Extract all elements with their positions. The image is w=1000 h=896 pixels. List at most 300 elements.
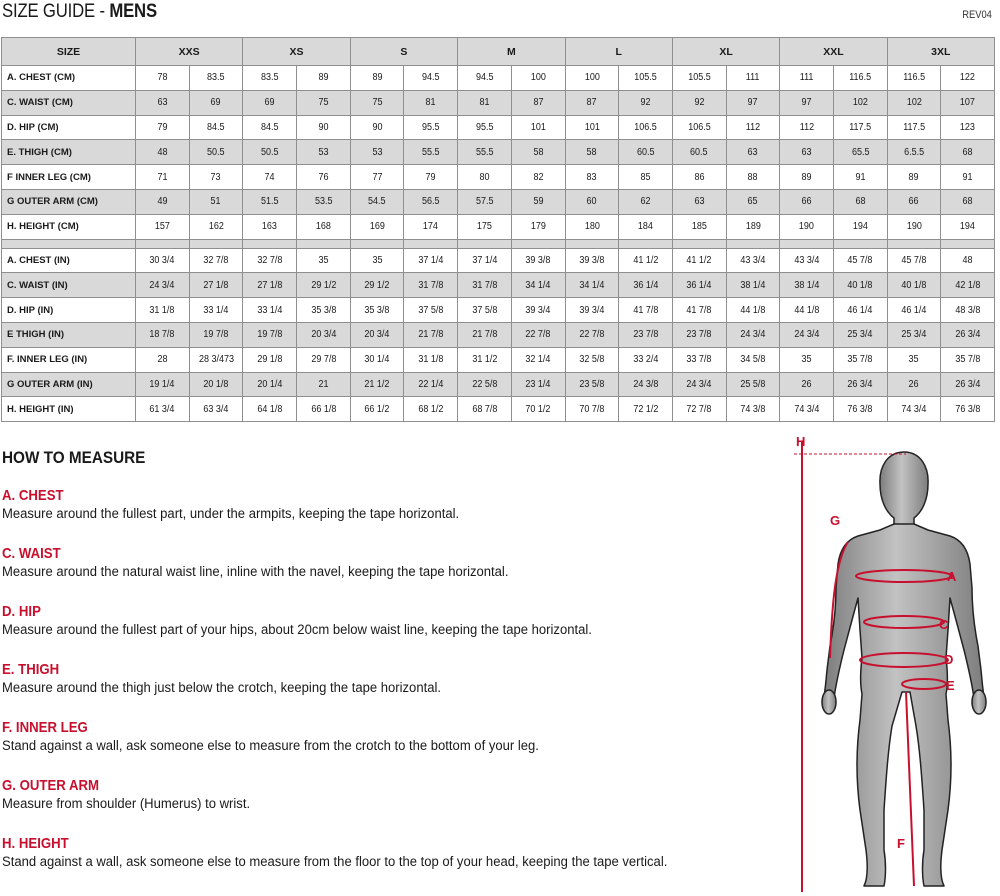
measurement-value-text: 83 [586, 171, 597, 183]
measurement-value [243, 397, 297, 422]
measurement-value-text: 90 [372, 121, 383, 133]
label-h: H [796, 434, 806, 449]
measurement-value-text: 100 [584, 72, 600, 84]
measurement-value [243, 140, 297, 165]
measurement-value [136, 298, 190, 323]
measurement-value [780, 372, 834, 397]
measurement-value [672, 189, 726, 214]
measurement-value [941, 90, 995, 115]
measurement-value-text: 95.5 [422, 121, 440, 133]
measurement-value-text: 26 [908, 378, 919, 390]
measurement-value [297, 248, 351, 273]
measurement-value [243, 273, 297, 298]
measurement-value [404, 273, 458, 298]
measurement-value [297, 347, 351, 372]
measurement-value [941, 165, 995, 190]
measurement-value-text: 60.5 [636, 146, 655, 158]
size-table-row [2, 273, 995, 298]
measurement-value [672, 140, 726, 165]
measurement-value-text: 75 [318, 97, 329, 109]
measurement-value [833, 347, 887, 372]
measurement-value [887, 397, 941, 422]
measurement-value-text: 174 [423, 221, 439, 233]
measurement-value-text: 26 [801, 378, 812, 390]
measurement-value-text: 70 7/8 [579, 403, 605, 415]
measurement-value [511, 189, 565, 214]
measurement-value [672, 298, 726, 323]
measurement-value-text: 49 [157, 196, 168, 208]
measurement-value [136, 214, 190, 239]
measurement-value-text: 18 7/8 [149, 329, 175, 341]
measurement-value-text: 38 1/4 [794, 279, 820, 291]
measurement-value [404, 66, 458, 91]
measurement-value [511, 397, 565, 422]
section-title: D. HIP [2, 603, 41, 620]
measurement-label: C. WAIST (CM) [2, 90, 136, 115]
separator-cell [189, 239, 243, 248]
section-text: Stand against a wall, ask someone else to measure from the floor to the top of your head, keeping the tape vertical. [2, 854, 668, 870]
measurement-value [619, 115, 673, 140]
measurement-value-text: 68 [962, 196, 973, 208]
measurement-value-text: 46 1/4 [901, 304, 927, 316]
size-header-row [2, 38, 995, 66]
measure-section-height [2, 835, 782, 870]
size-table-row [2, 298, 995, 323]
measurement-value [511, 140, 565, 165]
measurement-value [619, 165, 673, 190]
measurement-value [136, 140, 190, 165]
measurement-value [189, 298, 243, 323]
measurement-value [404, 189, 458, 214]
measurement-value [511, 66, 565, 91]
measurement-value [565, 90, 619, 115]
measurement-value [833, 66, 887, 91]
measurement-value [136, 165, 190, 190]
size-header-xs: XS [243, 38, 350, 66]
measurement-value [941, 298, 995, 323]
size-header-l: L [565, 38, 672, 66]
separator-cell [297, 239, 351, 248]
measurement-value [189, 248, 243, 273]
measurement-value-text: 84.5 [207, 121, 225, 133]
measurement-value-text: 61 3/4 [149, 403, 175, 415]
measurement-value [672, 90, 726, 115]
measurement-value [833, 397, 887, 422]
separator-cell [136, 239, 190, 248]
label-e: E [946, 678, 955, 693]
measurement-value-text: 31 1/8 [418, 354, 444, 366]
measurement-value [780, 298, 834, 323]
revision-label: REV04 [962, 9, 992, 21]
section-title: A. CHEST [2, 487, 64, 504]
measurement-value-text: 90 [318, 121, 329, 133]
measurement-value-text: 116.5 [903, 72, 925, 84]
measurement-value-text: 116.5 [849, 72, 872, 84]
measurement-value-text: 59 [533, 196, 544, 208]
measurement-value [511, 214, 565, 239]
measurement-value [833, 248, 887, 273]
measurement-value [136, 322, 190, 347]
separator-cell [511, 239, 565, 248]
measurement-value [619, 140, 673, 165]
measurement-value-text: 105.5 [634, 72, 657, 84]
measurement-value [297, 115, 351, 140]
measurement-value [458, 372, 512, 397]
measurement-value-text: 37 5/8 [471, 304, 497, 316]
measurement-value [887, 298, 941, 323]
measurement-value-text: 30 1/4 [364, 354, 390, 366]
measurement-value [780, 273, 834, 298]
measurement-value [189, 214, 243, 239]
measurement-value [511, 347, 565, 372]
section-title: H. HEIGHT [2, 835, 69, 852]
size-table [1, 37, 995, 422]
measurement-value-text: 41 1/2 [633, 254, 659, 266]
measurement-value-text: 35 [318, 254, 329, 266]
measurement-value-text: 53 [372, 146, 383, 158]
measurement-value [887, 248, 941, 273]
measurement-value-text: 54.5 [368, 196, 386, 208]
right-hand-shape [972, 690, 986, 714]
separator-cell [350, 239, 404, 248]
measurement-value-text: 102 [906, 97, 922, 109]
measurement-value [243, 298, 297, 323]
measurement-value-text: 20 3/4 [310, 329, 336, 341]
measurement-value-text: 40 1/8 [901, 279, 927, 291]
measurement-value-text: 112 [799, 121, 814, 133]
measurement-value-text: 71 [157, 171, 168, 183]
separator-cell [619, 239, 673, 248]
measurement-value-text: 20 1/4 [257, 378, 283, 390]
measure-section-thigh [2, 661, 782, 696]
measurement-value [243, 372, 297, 397]
inner-leg-measure-line [906, 692, 914, 886]
measurement-value-text: 41 7/8 [633, 304, 659, 316]
measurement-value-text: 29 7/8 [310, 354, 336, 366]
measurement-value-text: 63 [694, 196, 705, 208]
measurement-value [189, 165, 243, 190]
measurement-value-text: 76 [318, 171, 329, 183]
separator-cell [726, 239, 780, 248]
measurement-value-text: 44 1/8 [794, 304, 820, 316]
measurement-value-text: 79 [425, 171, 436, 183]
measurement-value-text: 79 [157, 121, 168, 133]
measurement-value-text: 84.5 [260, 121, 279, 133]
measurement-value [136, 66, 190, 91]
measurement-value [458, 214, 512, 239]
measurement-value [297, 66, 351, 91]
measurement-label: E. THIGH (CM) [2, 140, 136, 165]
measurement-value-text: 78 [157, 72, 168, 84]
measurement-value [189, 115, 243, 140]
measurement-value [350, 165, 404, 190]
measurement-value-text: 180 [584, 221, 600, 233]
measurement-value-text: 19 7/8 [257, 329, 283, 341]
measurement-value-text: 24 3/4 [740, 329, 766, 341]
title-gender: MENS [109, 1, 157, 22]
measurement-value-text: 81 [479, 97, 490, 109]
measurement-value [350, 273, 404, 298]
section-text: Measure around the natural waist line, inline with the navel, keeping the tape horizontal. [2, 564, 509, 580]
measurement-value [672, 273, 726, 298]
measurement-value [565, 347, 619, 372]
measurement-value [404, 90, 458, 115]
measurement-value-text: 41 7/8 [686, 304, 712, 316]
measurement-value-text: 35 3/8 [310, 304, 336, 316]
measurement-value [887, 273, 941, 298]
measurement-value [941, 347, 995, 372]
measurement-value [350, 322, 404, 347]
measurement-value [780, 189, 834, 214]
measurement-value-text: 43 3/4 [740, 254, 766, 266]
measurement-value-text: 68 7/8 [471, 403, 497, 415]
measurement-value [404, 214, 458, 239]
body-silhouette [822, 452, 986, 886]
measurement-value-text: 55.5 [475, 146, 494, 158]
measurement-value [726, 66, 780, 91]
measurement-value [350, 66, 404, 91]
measurement-value-text: 83.5 [207, 72, 225, 84]
unit-separator-row [2, 239, 995, 248]
measurement-value [136, 248, 190, 273]
measure-section-outer-arm [2, 777, 782, 812]
measurement-value [726, 90, 780, 115]
measurement-value-text: 65 [747, 196, 758, 208]
measurement-value [941, 273, 995, 298]
measurement-value-text: 21 1/2 [364, 378, 390, 390]
size-column-header: SIZE [2, 38, 136, 66]
measurement-value-text: 24 3/4 [686, 378, 712, 390]
measurement-value-text: 111 [746, 72, 760, 84]
measurement-value [511, 90, 565, 115]
measurement-value-text: 89 [318, 72, 329, 84]
measurement-value-text: 34 1/4 [579, 279, 605, 291]
page-header [2, 0, 998, 30]
measurement-value [672, 397, 726, 422]
measurement-value-text: 40 1/8 [847, 279, 873, 291]
measurement-value [672, 165, 726, 190]
measurement-value [726, 397, 780, 422]
measurement-value [243, 214, 297, 239]
measurement-value-text: 19 1/4 [149, 378, 175, 390]
measurement-value-text: 39 3/4 [579, 304, 605, 316]
measurement-value [565, 322, 619, 347]
measurement-value-text: 45 7/8 [901, 254, 927, 266]
measurement-value [404, 140, 458, 165]
measurement-value [511, 115, 565, 140]
measurement-value [726, 248, 780, 273]
measurement-value-text: 39 3/4 [525, 304, 551, 316]
measurement-value [136, 115, 190, 140]
measurement-value [780, 90, 834, 115]
measurement-value-text: 190 [906, 221, 922, 233]
measurement-value-text: 86 [694, 171, 705, 183]
measurement-value [887, 115, 941, 140]
measurement-value-text: 31 7/8 [418, 279, 444, 291]
measurement-value [243, 189, 297, 214]
measurement-value-text: 82 [533, 171, 544, 183]
measurement-value [458, 189, 512, 214]
measurement-value [404, 248, 458, 273]
measurement-label: H. HEIGHT (IN) [2, 397, 136, 422]
size-table-row [2, 165, 995, 190]
measurement-value [887, 165, 941, 190]
measurement-value-text: 92 [694, 97, 705, 109]
measurement-value-text: 64 1/8 [257, 403, 283, 415]
measurement-value-text: 23 7/8 [686, 329, 712, 341]
size-header-xl: XL [672, 38, 779, 66]
section-title: C. WAIST [2, 545, 61, 562]
measurement-value-text: 57.5 [475, 196, 494, 208]
measurement-value [780, 165, 834, 190]
measurement-value [726, 165, 780, 190]
measurement-value-text: 20 3/4 [364, 329, 390, 341]
measurement-value-text: 184 [638, 221, 654, 233]
measurement-value-text: 74 3/8 [740, 403, 766, 415]
measurement-value-text: 37 1/4 [471, 254, 497, 266]
measurement-value [404, 115, 458, 140]
measurement-value [941, 214, 995, 239]
size-table-row [2, 66, 995, 91]
measurement-value-text: 169 [369, 221, 385, 233]
measurement-label: G OUTER ARM (IN) [2, 372, 136, 397]
measurement-value [672, 322, 726, 347]
separator-cell [2, 239, 136, 248]
measurement-value-text: 101 [530, 121, 546, 133]
measurement-value-text: 51 [211, 196, 222, 208]
separator-cell [833, 239, 887, 248]
size-table-row [2, 372, 995, 397]
measurement-value [941, 115, 995, 140]
measurement-value-text: 35 7/8 [847, 354, 873, 366]
measurement-value [565, 273, 619, 298]
section-text: Stand against a wall, ask someone else to measure from the crotch to the bottom of your leg. [2, 738, 539, 754]
measurement-value [350, 248, 404, 273]
measurement-value-text: 32 5/8 [579, 354, 605, 366]
measurement-value [189, 66, 243, 91]
separator-cell [243, 239, 297, 248]
measurement-value-text: 91 [855, 171, 866, 183]
measurement-value-text: 28 3/473 [198, 354, 234, 366]
measurement-value-text: 97 [747, 97, 758, 109]
measurement-value-text: 32 7/8 [257, 254, 283, 266]
measurement-label: G OUTER ARM (CM) [2, 189, 136, 214]
measurement-value-text: 194 [960, 221, 976, 233]
measurement-value [726, 273, 780, 298]
measurement-value [243, 248, 297, 273]
measurement-value [243, 66, 297, 91]
measure-section-inner-leg [2, 719, 782, 754]
measurement-value [726, 298, 780, 323]
measurement-value [136, 397, 190, 422]
measurement-value [726, 140, 780, 165]
measurement-value-text: 189 [745, 221, 761, 233]
measurement-value-text: 26 3/4 [955, 329, 981, 341]
measurement-value-text: 21 7/8 [471, 329, 497, 341]
measure-section-waist [2, 545, 782, 580]
measurement-value-text: 41 1/2 [686, 254, 712, 266]
measurement-value [833, 372, 887, 397]
measurement-value [726, 322, 780, 347]
measurement-value-text: 22 7/8 [525, 329, 551, 341]
measurement-value [404, 322, 458, 347]
measurement-value-text: 105.5 [687, 72, 711, 84]
measurement-value-text: 63 [157, 97, 168, 109]
measurement-value [833, 322, 887, 347]
measurement-value-text: 6.5.5 [903, 146, 924, 158]
measurement-value [726, 189, 780, 214]
measurement-value-text: 111 [799, 72, 814, 84]
measurement-value-text: 37 5/8 [418, 304, 444, 316]
measurement-value-text: 168 [315, 221, 331, 233]
size-table-row [2, 248, 995, 273]
measurement-value-text: 42 1/8 [955, 279, 981, 291]
measurement-value [243, 165, 297, 190]
measurement-value [887, 347, 941, 372]
measurement-value-text: 68 1/2 [418, 403, 444, 415]
measurement-value-text: 33 2/4 [633, 354, 659, 366]
measurement-value-text: 50.5 [260, 146, 279, 158]
measurement-value-text: 95.5 [475, 121, 494, 133]
measurement-value-text: 162 [208, 221, 224, 233]
measurement-value [511, 372, 565, 397]
separator-cell [565, 239, 619, 248]
measurement-value-text: 63 [801, 146, 812, 158]
measurement-value-text: 106.5 [634, 121, 657, 133]
measurement-value [136, 273, 190, 298]
measurement-value [672, 66, 726, 91]
measurement-value-text: 26 3/4 [955, 378, 981, 390]
label-d: D [944, 652, 954, 667]
measurement-label: A. CHEST (CM) [2, 66, 136, 91]
measurement-value [619, 322, 673, 347]
measurement-label: F. INNER LEG (IN) [2, 347, 136, 372]
measurement-value-text: 69 [264, 97, 275, 109]
measurement-value [941, 372, 995, 397]
measurement-value [619, 298, 673, 323]
measurement-value [297, 273, 351, 298]
measurement-value-text: 60.5 [690, 146, 708, 158]
measurement-value [726, 372, 780, 397]
measurement-value-text: 27 1/8 [203, 279, 229, 291]
measurement-value-text: 74 [264, 171, 275, 183]
measurement-value-text: 66 [801, 196, 812, 208]
section-text: Measure from shoulder (Humerus) to wrist. [2, 796, 251, 812]
measurement-value-text: 32 1/4 [525, 354, 551, 366]
measurement-value [511, 273, 565, 298]
measurement-value-text: 33 7/8 [686, 354, 712, 366]
measurement-value-text: 63 3/4 [203, 403, 229, 415]
measurement-value-text: 29 1/2 [310, 279, 336, 291]
measurement-value [833, 214, 887, 239]
measurement-value [511, 165, 565, 190]
measurement-value-text: 24 3/8 [633, 378, 659, 390]
measurement-value-text: 107 [960, 97, 976, 109]
measurement-value [672, 214, 726, 239]
measurement-value [350, 347, 404, 372]
measurement-value-text: 28 [157, 354, 168, 366]
measurement-value-text: 175 [476, 221, 492, 233]
measurement-value [350, 90, 404, 115]
measurement-value-text: 19 7/8 [203, 329, 229, 341]
measurement-value-text: 35 7/8 [955, 354, 981, 366]
measurement-value-text: 25 5/8 [740, 378, 766, 390]
size-table-body [2, 66, 995, 422]
measurement-value [619, 189, 673, 214]
measurement-value [672, 347, 726, 372]
measurement-label: H. HEIGHT (CM) [2, 214, 136, 239]
measurement-value [565, 248, 619, 273]
